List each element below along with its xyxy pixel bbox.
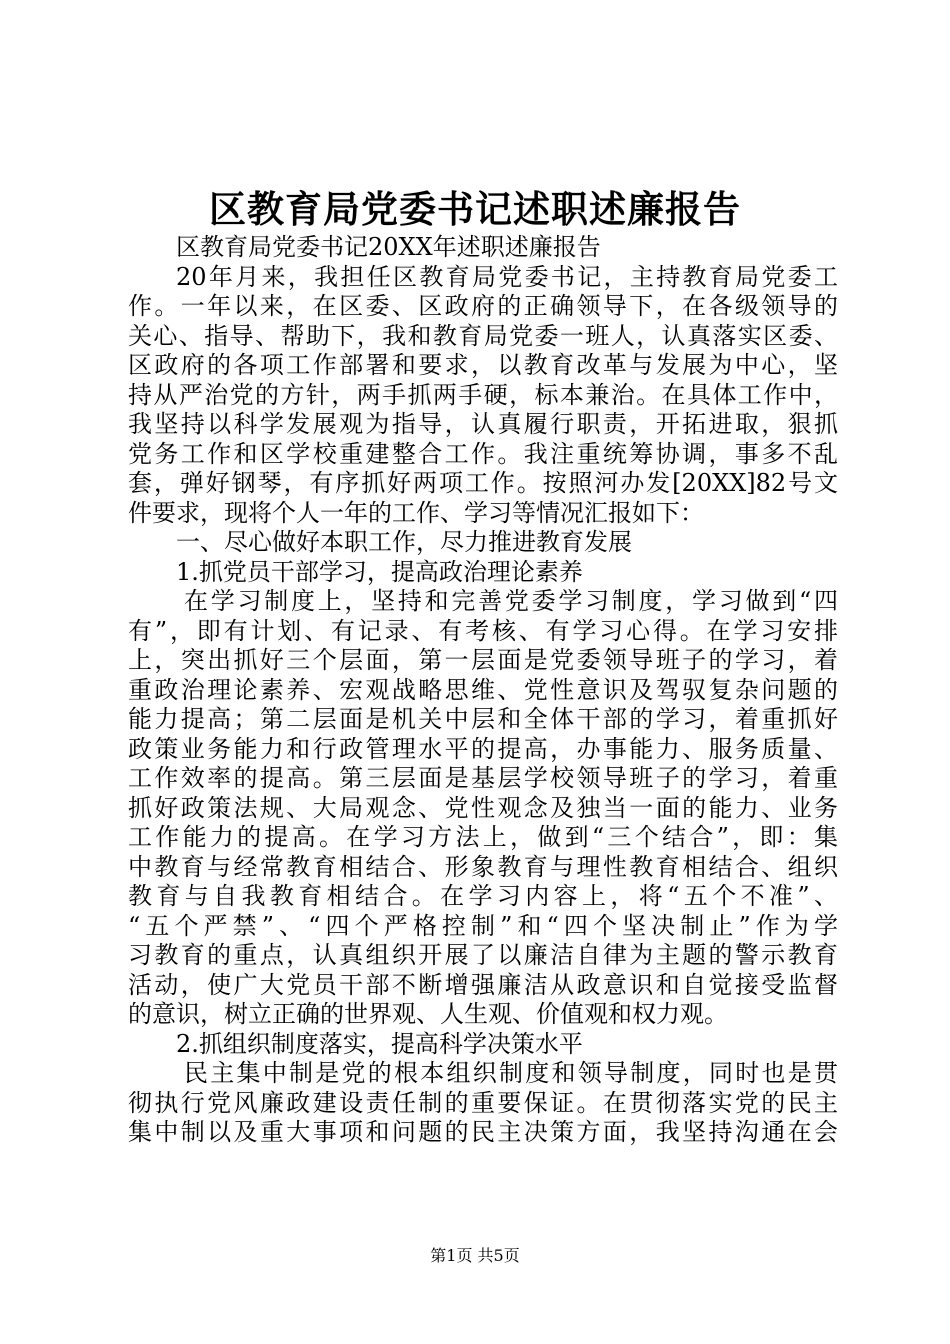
paragraph-line: 彻执行党风廉政建设责任制的重要保证。在贯彻落实党的民主 xyxy=(128,1088,838,1117)
paragraph-line: 在学习制度上，坚持和完善党委学习制度，学习做到“四 xyxy=(184,587,838,615)
document-title: 区教育局党委书记述职述廉报告 xyxy=(209,187,741,231)
paragraph-line: 套，弹好钢琴，有序抓好两项工作。按照河办发[20XX]82号文 xyxy=(128,469,838,497)
section-heading: 一、尽心做好本职工作，尽力推进教育发展 xyxy=(176,528,632,556)
paragraph-line: 我坚持以科学发展观为指导，认真履行职责，开拓进取，狠抓 xyxy=(128,410,838,438)
paragraph-line: 重政治理论素养、宏观战略思维、党性意识及驾驭复杂问题的 xyxy=(128,675,838,704)
subtitle-line: 区教育局党委书记20XX年述职述廉报告 xyxy=(176,233,601,261)
paragraph-line: 20年月来，我担任区教育局党委书记，主持教育局党委工 xyxy=(176,262,838,291)
paragraph-line: 党务工作和区学校重建整合工作。我注重统筹协调，事多不乱 xyxy=(128,439,838,468)
paragraph-line: “五个严禁”、“四个严格控制”和“四个坚决制止”作为学 xyxy=(128,911,838,940)
subsection-heading: 2.抓组织制度落实，提高科学决策水平 xyxy=(176,1029,583,1058)
paragraph-line: 抓好政策法规、大局观念、党性观念及独当一面的能力、业务 xyxy=(128,793,838,822)
paragraph-line: 工作能力的提高。在学习方法上，做到“三个结合”，即：集 xyxy=(128,823,838,851)
paragraph-line: 上，突出抓好三个层面，第一层面是党委领导班子的学习，着 xyxy=(128,646,838,674)
paragraph-line: 中教育与经常教育相结合、形象教育与理性教育相结合、组织 xyxy=(128,852,838,881)
paragraph-line: 的意识，树立正确的世界观、人生观、价值观和权力观。 xyxy=(128,1000,728,1028)
paragraph-line: 作。一年以来，在区委、区政府的正确领导下，在各级领导的 xyxy=(128,292,838,320)
paragraph-line: 能力提高；第二层面是机关中层和全体干部的学习，着重抓好 xyxy=(128,705,838,733)
paragraph-line: 件要求，现将个人一年的工作、学习等情况汇报如下： xyxy=(128,498,704,527)
paragraph-line: 有”，即有计划、有记录、有考核、有学习心得。在学习安排 xyxy=(128,616,838,645)
paragraph-line: 活动，使广大党员干部不断增强廉洁从政意识和自觉接受监督 xyxy=(128,970,838,999)
document-body xyxy=(128,233,838,1148)
paragraph-line: 民主集中制是党的根本组织制度和领导制度，同时也是贯 xyxy=(184,1059,838,1087)
paragraph-line: 区政府的各项工作部署和要求，以教育改革与发展为中心，坚 xyxy=(128,351,838,379)
paragraph-line: 关心、指导、帮助下，我和教育局党委一班人，认真落实区委、 xyxy=(128,321,838,350)
paragraph-line: 习教育的重点，认真组织开展了以廉洁自律为主题的警示教育 xyxy=(128,941,838,969)
paragraph-line: 教育与自我教育相结合。在学习内容上，将“五个不准”、 xyxy=(128,882,838,910)
paragraph-line: 集中制以及重大事项和问题的民主决策方面，我坚持沟通在会 xyxy=(128,1118,838,1146)
page-footer: 第1页 共5页 xyxy=(430,1246,520,1265)
paragraph-line: 工作效率的提高。第三层面是基层学校领导班子的学习，着重 xyxy=(128,764,838,792)
subsection-heading: 1.抓党员干部学习，提高政治理论素养 xyxy=(176,557,583,586)
paragraph-line: 政策业务能力和行政管理水平的提高，办事能力、服务质量、 xyxy=(128,734,838,763)
paragraph-line: 持从严治党的方针，两手抓两手硬，标本兼治。在具体工作中， xyxy=(128,380,838,409)
